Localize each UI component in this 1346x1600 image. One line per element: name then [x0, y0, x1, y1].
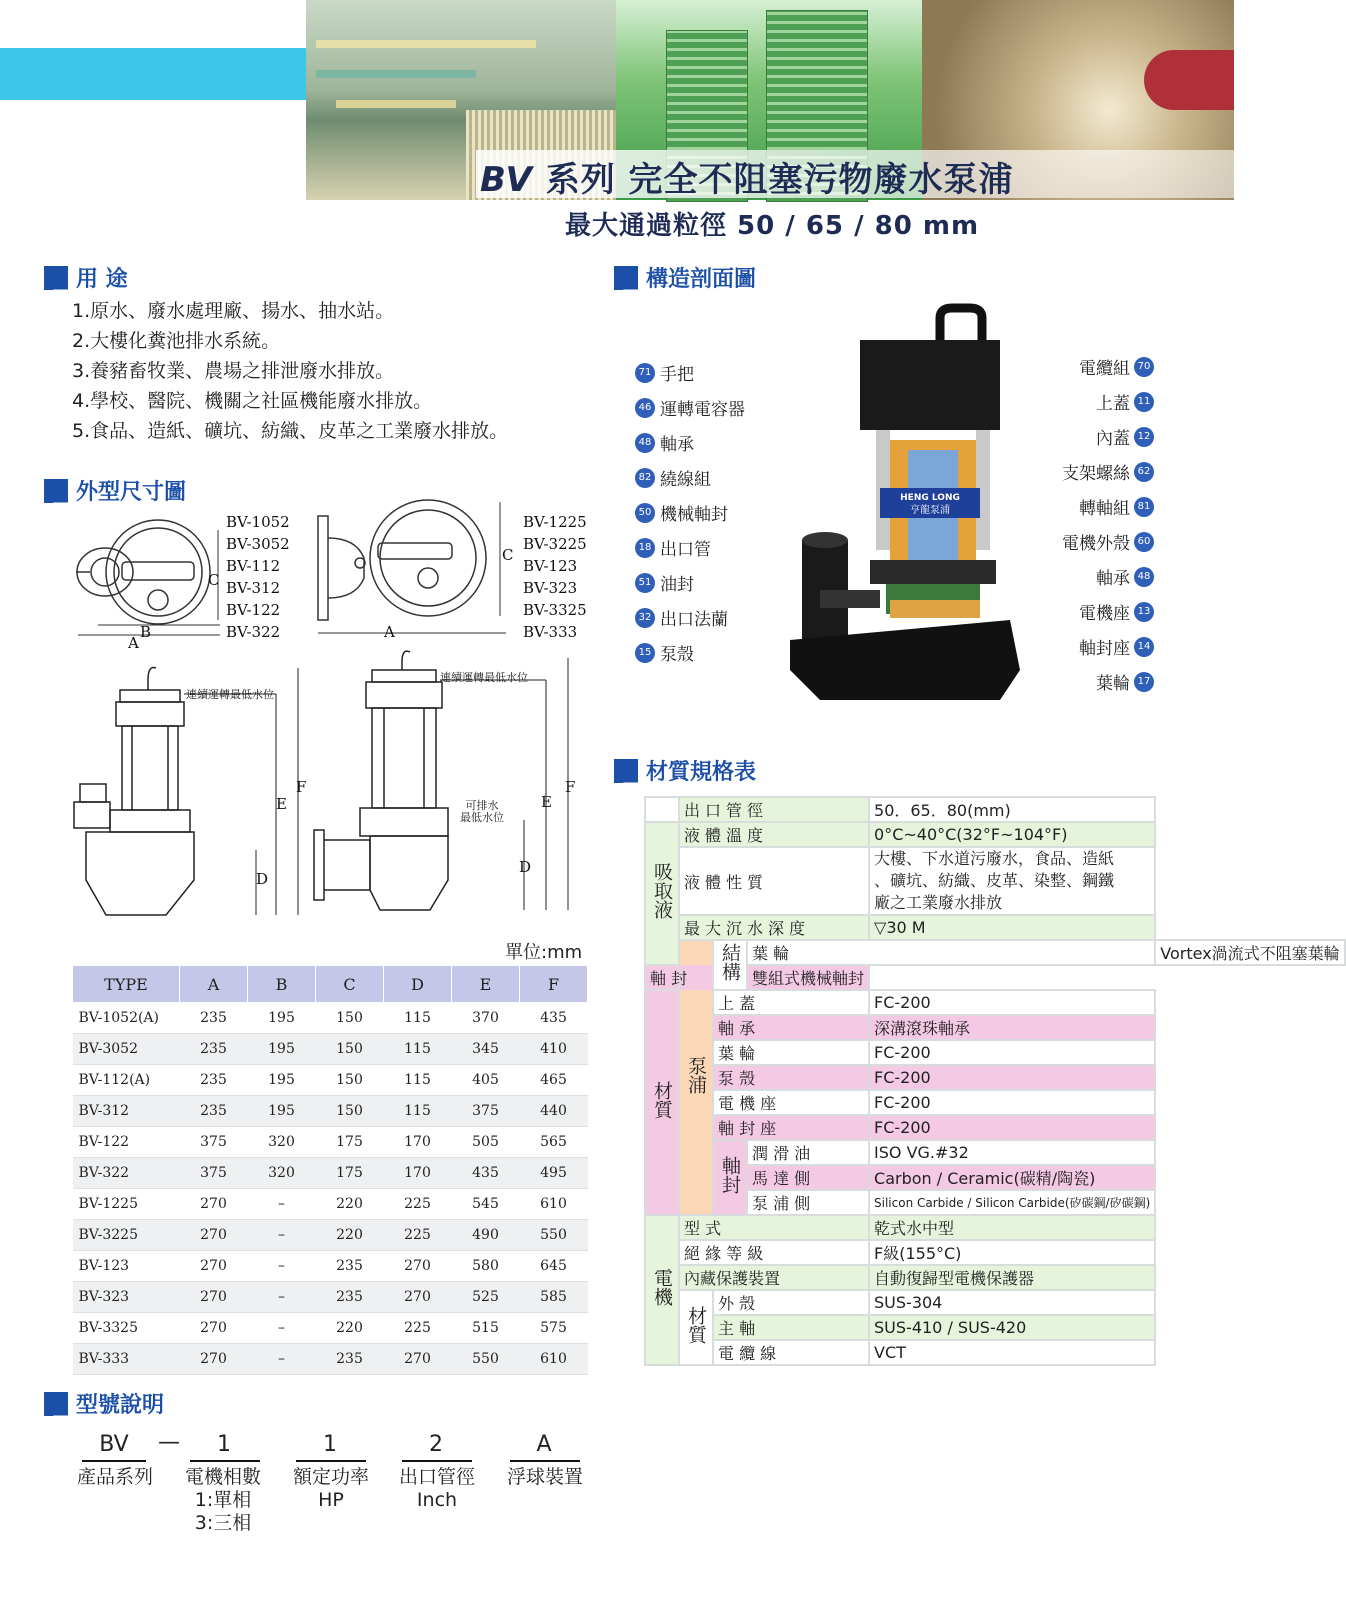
table-cell-type: BV-1225	[73, 1189, 180, 1220]
dim-letter-f-large: F	[565, 778, 576, 796]
unit-label: 單位:mm	[505, 942, 583, 963]
dim-letter-a-large: A	[384, 623, 395, 641]
left-part-callouts	[635, 360, 745, 665]
table-cell: 405	[452, 1065, 520, 1096]
model-code-phase: 1	[217, 1432, 231, 1457]
table-cell-type: BV-3225	[73, 1220, 180, 1251]
table-cell-type: BV-3052	[73, 1034, 180, 1065]
table-cell: 235	[180, 1096, 248, 1127]
table-cell: 320	[248, 1127, 316, 1158]
table-cell: –	[248, 1189, 316, 1220]
table-cell: 270	[180, 1313, 248, 1344]
model-desc-float: 浮球裝置	[506, 1466, 583, 1488]
list-item: 4.學校、醫院、機關之社區機能廢水排放。	[72, 390, 433, 412]
model-code-series: BV	[99, 1432, 129, 1457]
dim-letter-a: A	[128, 634, 139, 652]
model-code-outlet: 2	[429, 1432, 443, 1457]
table-cell: 115	[384, 1003, 452, 1034]
table-row	[73, 1220, 588, 1251]
table-cell: 195	[248, 1003, 316, 1034]
dim-letter-c: C	[208, 571, 220, 589]
dim-letter-e-large: E	[541, 793, 552, 811]
table-cell: 170	[384, 1158, 452, 1189]
part-callout: 32 出口法蘭	[635, 605, 745, 630]
table-cell: 465	[520, 1065, 588, 1096]
table-cell: 435	[452, 1158, 520, 1189]
table-cell: 645	[520, 1251, 588, 1282]
table-cell: 175	[316, 1127, 384, 1158]
table-row	[73, 1282, 588, 1313]
table-cell: 115	[384, 1034, 452, 1065]
part-callout: 軸封座 14	[1079, 634, 1154, 659]
table-cell: 270	[180, 1344, 248, 1375]
part-callout: 15 泵殼	[635, 640, 745, 665]
drain-level-label: 可排水 最低水位	[460, 799, 504, 824]
section-structure-heading: 構造剖面圖	[614, 262, 756, 293]
dim-letter-c-large: C	[502, 546, 514, 564]
table-cell: 115	[384, 1096, 452, 1127]
table-cell: 235	[180, 1003, 248, 1034]
dim-letter-e: E	[276, 795, 287, 813]
table-cell: 195	[248, 1096, 316, 1127]
table-cell: 375	[180, 1158, 248, 1189]
list-item: 1.原水、廢水處理廠、揚水、抽水站。	[72, 300, 395, 322]
svg-text:亨龍泵浦: 亨龍泵浦	[910, 505, 950, 516]
table-cell: 270	[384, 1344, 452, 1375]
part-callout: 上蓋 11	[1096, 389, 1154, 414]
table-cell: 550	[520, 1220, 588, 1251]
table-cell: –	[248, 1251, 316, 1282]
table-cell: 565	[520, 1127, 588, 1158]
table-cell: 375	[180, 1127, 248, 1158]
table-header-row: TYPE A B C D E F	[73, 966, 588, 1003]
table-row	[73, 1127, 588, 1158]
table-cell: 235	[316, 1251, 384, 1282]
part-callout: 71 手把	[635, 360, 745, 385]
table-cell: 225	[384, 1220, 452, 1251]
table-cell-type: BV-122	[73, 1127, 180, 1158]
table-cell: 270	[180, 1251, 248, 1282]
uses-list	[72, 296, 508, 446]
section-dimensions-heading: 外型尺寸圖	[44, 475, 186, 506]
dim-letter-b: B	[140, 623, 152, 641]
table-cell: 525	[452, 1282, 520, 1313]
table-row	[73, 1251, 588, 1282]
table-cell: –	[248, 1220, 316, 1251]
table-cell: –	[248, 1282, 316, 1313]
table-cell: 375	[452, 1096, 520, 1127]
list-item: 5.食品、造紙、礦坑、紡織、皮革之工業廢水排放。	[72, 420, 509, 442]
part-callout: 50 機械軸封	[635, 500, 745, 525]
table-cell: 575	[520, 1313, 588, 1344]
model-code-dash: —	[158, 1430, 180, 1455]
part-callout: 51 油封	[635, 570, 745, 595]
table-cell: 345	[452, 1034, 520, 1065]
table-cell: 495	[520, 1158, 588, 1189]
table-row	[73, 1313, 588, 1344]
dimension-table	[72, 965, 588, 1375]
table-row	[73, 1034, 588, 1065]
table-cell: 505	[452, 1127, 520, 1158]
model-desc-series: 產品系列	[76, 1466, 153, 1488]
table-cell: 150	[316, 1034, 384, 1065]
table-cell-type: BV-3325	[73, 1313, 180, 1344]
header-accent-bar	[0, 48, 306, 100]
table-cell: 150	[316, 1065, 384, 1096]
part-callout: 48 軸承	[635, 430, 745, 455]
models-left-list: BV-1052 BV-3052 BV-112 BV-312 BV-122 BV-322	[226, 513, 290, 641]
page-subtitle: 最大通過粒徑 50 / 65 / 80 mm	[565, 211, 980, 241]
materials-table: 出口管徑 50．65．80(mm) 吸取液 液體溫度 0°C~40°C(32°F~104°F) 液體性質 大樓、下水道污廢水，食品、造紙 、礦坑、紡織、皮革、染整、鋼鐵 廠之工業廢水排放 最大沉水深度 ▽30 M 泵浦 結構 葉 輪 Vortex渦流式不阻塞葉輪 軸 封 雙組式機械軸封 材質 上 蓋 FC-200 軸 承 深溝滾珠軸承 葉 輪 FC-200 泵 殼 FC-200 電 機 座 FC-200 軸 封 座 FC-200 軸封 潤 滑 油 ISO VG.#32 馬 達 側 Carbon / Ceramic(碳精/陶瓷) 泵 浦 側 Silicon Carbide / Silicon Carbide(矽碳鋼/矽碳鋼) 電機 型 式 乾式水中型 絕 緣 等 級 F級(155°C) 內藏保護裝置 自動復歸型電機保護器 材質 外 殼 SUS-304 主 軸 SUS-410 / SUS-420 電 纜 線 VCT	[644, 796, 1346, 1366]
table-cell-type: BV-112(A)	[73, 1065, 180, 1096]
table-cell: 235	[316, 1282, 384, 1313]
table-row	[73, 1003, 588, 1034]
table-cell: 225	[384, 1189, 452, 1220]
table-row	[73, 1189, 588, 1220]
table-cell: 225	[384, 1313, 452, 1344]
table-cell-type: BV-322	[73, 1158, 180, 1189]
table-cell: 490	[452, 1220, 520, 1251]
part-callout: 電機座 13	[1079, 599, 1154, 624]
part-callout: 電纜組 70	[1079, 354, 1154, 379]
table-cell-type: BV-123	[73, 1251, 180, 1282]
table-cell: 235	[180, 1065, 248, 1096]
table-cell: 440	[520, 1096, 588, 1127]
table-cell: 610	[520, 1344, 588, 1375]
table-cell: 220	[316, 1189, 384, 1220]
table-cell: 115	[384, 1065, 452, 1096]
table-cell: 270	[384, 1251, 452, 1282]
model-code-power: 1	[323, 1432, 337, 1457]
water-level-label-large: 連續運轉最低水位	[440, 671, 528, 684]
part-callout: 支架螺絲 62	[1062, 459, 1154, 484]
table-cell: 410	[520, 1034, 588, 1065]
table-row	[73, 1096, 588, 1127]
dim-letter-d: D	[256, 870, 269, 888]
part-callout: 內蓋 12	[1096, 424, 1154, 449]
table-cell: 370	[452, 1003, 520, 1034]
model-desc-power: 額定功率 HP	[292, 1466, 369, 1511]
model-code-float: A	[536, 1432, 552, 1457]
table-row	[73, 1158, 588, 1189]
table-cell: 235	[316, 1344, 384, 1375]
table-cell-type: BV-323	[73, 1282, 180, 1313]
top-view-drawing-large	[316, 498, 516, 646]
part-callout: 46 運轉電容器	[635, 395, 745, 420]
dim-letter-d-large: D	[519, 858, 532, 876]
table-cell: 195	[248, 1034, 316, 1065]
table-cell: 150	[316, 1096, 384, 1127]
table-cell: 175	[316, 1158, 384, 1189]
table-cell: –	[248, 1344, 316, 1375]
section-uses-heading: 用 途	[44, 262, 128, 293]
dim-letter-f: F	[296, 778, 307, 796]
table-cell: 320	[248, 1158, 316, 1189]
part-callout: 82 繞線組	[635, 465, 745, 490]
table-cell: 220	[316, 1313, 384, 1344]
table-cell: 170	[384, 1127, 452, 1158]
table-cell: 195	[248, 1065, 316, 1096]
table-cell: 150	[316, 1003, 384, 1034]
model-desc-phase: 電機相數 1:單相 3:三相	[184, 1466, 261, 1534]
table-cell-type: BV-333	[73, 1344, 180, 1375]
table-cell: 550	[452, 1344, 520, 1375]
table-row	[73, 1065, 588, 1096]
table-row	[73, 1344, 588, 1375]
table-cell: 580	[452, 1251, 520, 1282]
part-callout: 18 出口管	[635, 535, 745, 560]
table-cell: 270	[180, 1282, 248, 1313]
table-cell: 435	[520, 1003, 588, 1034]
page-title: BV 系列 完全不阻塞污物廢水泵浦	[480, 160, 1014, 200]
table-cell: 610	[520, 1189, 588, 1220]
part-callout: 電機外殼 60	[1062, 529, 1154, 554]
table-cell: 270	[180, 1189, 248, 1220]
list-item: 2.大樓化糞池排水系統。	[72, 330, 281, 352]
table-cell-type: BV-1052(A)	[73, 1003, 180, 1034]
part-callout: 軸承 48	[1096, 564, 1154, 589]
part-callout: 葉輪 17	[1096, 669, 1154, 694]
table-cell-type: BV-312	[73, 1096, 180, 1127]
table-cell: 585	[520, 1282, 588, 1313]
table-cell: –	[248, 1313, 316, 1344]
table-cell: 220	[316, 1220, 384, 1251]
table-cell: 545	[452, 1189, 520, 1220]
right-part-callouts	[1062, 354, 1154, 694]
svg-text:HENG LONG: HENG LONG	[900, 493, 960, 503]
section-materials-heading: 材質規格表	[614, 755, 756, 786]
model-desc-outlet: 出口管徑 Inch	[398, 1466, 475, 1511]
table-cell: 270	[384, 1282, 452, 1313]
section-model-code-heading: 型號說明	[44, 1388, 164, 1419]
water-level-label-small: 連續運轉最低水位	[186, 688, 274, 701]
table-cell: 235	[180, 1034, 248, 1065]
table-cell: 515	[452, 1313, 520, 1344]
part-callout: 轉軸組 81	[1079, 494, 1154, 519]
models-right-list: BV-1225 BV-3225 BV-123 BV-323 BV-3325 BV-333	[523, 513, 587, 641]
table-cell: 270	[180, 1220, 248, 1251]
list-item: 3.養豬畜牧業、農場之排泄廢水排放。	[72, 360, 395, 382]
